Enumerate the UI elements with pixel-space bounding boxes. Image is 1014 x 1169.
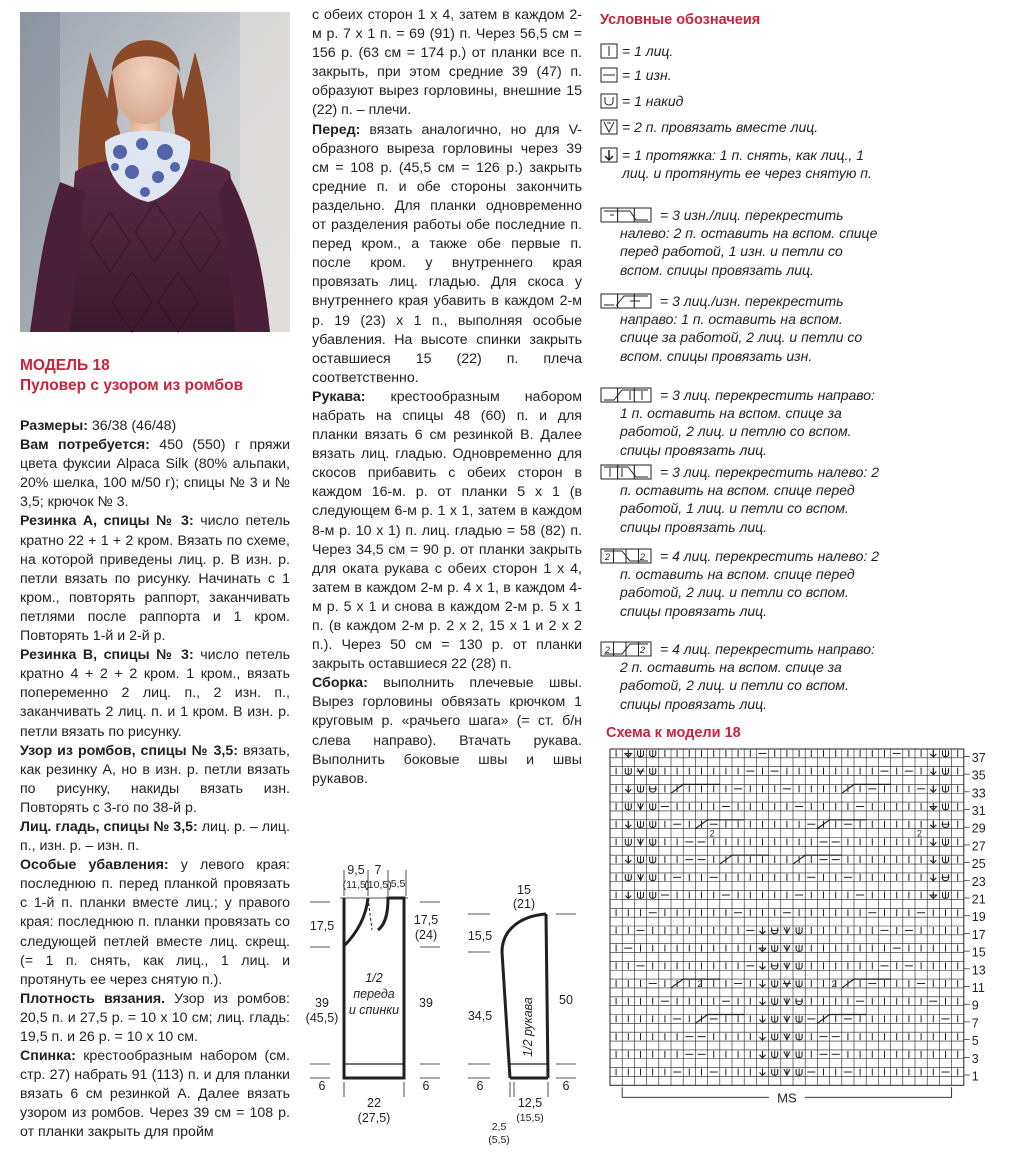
legend-item [600, 206, 882, 279]
legend-item [600, 547, 882, 620]
chart-row-number: 37 [971, 750, 986, 765]
legend-item [600, 640, 882, 713]
body-left-1: 17,5 [309, 919, 335, 933]
sleeve-top: 15 [517, 883, 531, 897]
paragraph-text: лиц. р. – лиц. п., изн. р. – изн. п. [20, 818, 290, 855]
knit-icon [600, 43, 618, 63]
body-label-3: и спинки [348, 1003, 400, 1017]
body-right-3: 6 [422, 1079, 430, 1093]
pattern-schemes-drawing [300, 852, 600, 1162]
body-top-3: 5,5 [390, 878, 406, 890]
sleeve-label: 1/2 рукава [521, 997, 535, 1057]
legend-item-text: = 4 лиц. перекрестить налево: 2 п. оставить на вспом. спице перед работой, 2 лиц. и петли со вспом. спицы провязать лиц. [620, 548, 880, 619]
cross-knit-purl-right-icon [600, 293, 654, 313]
paragraph-text: выполнить плечевые швы. Вырез горловины обвязать крючком 1 круговым р. «рачьего шага» (= ст. б/н слева направо). Втачать рукава. Выполнить боковые швы и швы рукавов. [312, 675, 582, 787]
paragraph-text: 450 (550) г пряжи цвета фуксии Alpaca Silk (80% альпаки, 20% шелка, 100 м/50 г); спицы № 3 и № 3,5; крючок № 3. [20, 437, 290, 511]
sleeve-bottom: 12,5 [517, 1096, 543, 1110]
paragraph-heading: Узор из ромбов, спицы № 3,5: [20, 742, 238, 759]
model-photo [20, 12, 290, 332]
legend-item [600, 66, 872, 84]
paragraph [20, 646, 290, 741]
legend-item [600, 146, 872, 182]
legend-item [600, 292, 882, 365]
legend-item [600, 463, 882, 536]
chart-row-number: 25 [971, 857, 986, 872]
paragraph-heading: Размеры: [20, 418, 88, 434]
k2tog-icon [600, 119, 618, 139]
legend-item-text: = 3 лиц. перекрестить направо: 1 п. оставить на вспом. спице за работой, 2 лиц. и петлю со вспом. спицы провязать лиц. [620, 387, 875, 458]
chart-row-number: 3 [971, 1051, 979, 1066]
chart-title: Схема к модели 18 [606, 725, 741, 741]
chart-row-number: 1 [971, 1069, 979, 1084]
legend-item [600, 92, 872, 110]
knitting-chart-grid [606, 747, 986, 1106]
model-photo-image [20, 12, 290, 332]
legend-item [600, 386, 882, 459]
skpo-icon [600, 147, 618, 167]
sleeve-bottom-left: 2,5 [491, 1121, 507, 1133]
instructions-column-1 [20, 417, 290, 1143]
chart-row-number: 21 [971, 892, 986, 907]
body-right-1: 17,5 [413, 913, 439, 927]
sleeve-bottom-left-alt: (5,5) [488, 1134, 510, 1146]
paragraph-text: число петель кратно 4 + 2 + 2 кром. 1 кром., вязать попеременно 2 лиц. п., 2 изн. п., заканчивать 2 лиц. п. и 1 кром. В изн. р. петли вязать по рисунку. [20, 647, 290, 740]
body-label-2: переда [353, 987, 395, 1001]
paragraph [20, 1047, 290, 1142]
paragraph [312, 6, 582, 121]
paragraph-text: 36/38 (46/48) [87, 418, 177, 434]
model-name: Пуловер с узором из ромбов [20, 377, 244, 394]
model-number: МОДЕЛЬ 18 [20, 357, 110, 374]
paragraph [20, 818, 290, 856]
svg-text:2: 2 [640, 645, 646, 655]
sleeve-left-1: 15,5 [467, 929, 493, 943]
chart-row-number: 11 [971, 980, 985, 995]
chart-row-number: 9 [971, 998, 979, 1013]
paragraph [20, 742, 290, 818]
svg-text:2: 2 [605, 645, 611, 655]
legend-item [600, 118, 872, 136]
chart-cross-number: 2 [697, 978, 703, 989]
chart-row-number: 27 [971, 839, 986, 854]
body-top-2: 7 [374, 863, 382, 877]
paragraph-heading: Лиц. гладь, спицы № 3,5: [20, 818, 198, 835]
body-label-1: 1/2 [365, 971, 383, 985]
paragraph-text: вязать, как резинку А, но в изн. р. петли вязать по рисунку, накиды вязать изн. Повторять с 3-го по 38-й р. [20, 742, 290, 816]
chart-row-number: 29 [971, 821, 986, 836]
legend-item-text: = 2 п. провязать вместе лиц. [622, 119, 819, 135]
instructions-column-2 [312, 6, 582, 789]
paragraph-heading: Сборка: [312, 675, 368, 692]
legend-item-text: = 4 лиц. перекрестить направо: 2 п. оставить на вспом. спице за работой, 2 лиц. и петли со вспом. спицы провязать лиц. [620, 641, 875, 712]
chart-row-number: 35 [971, 768, 986, 783]
chart-cross-number: 2 [831, 978, 837, 989]
legend-item-text: = 3 изн./лиц. перекрестить налево: 2 п. оставить на вспом. спице перед работой, 1 изн. и петли со вспом. спицы провязать лиц. [620, 207, 878, 278]
sleeve-right-2: 6 [562, 1079, 570, 1093]
paragraph [312, 674, 582, 789]
body-left-2-alt: (45,5) [305, 1011, 339, 1025]
paragraph [312, 388, 582, 674]
chart-row-number: 13 [971, 963, 986, 978]
knitting-chart [606, 747, 986, 1106]
paragraph [20, 856, 290, 990]
chart-repeat-label: MS [777, 1090, 797, 1106]
purl-icon [600, 67, 618, 87]
cross-3-left-icon [600, 464, 654, 484]
pattern-schemes [300, 852, 600, 1167]
cross-4-right-icon [600, 641, 654, 661]
body-right-2: 39 [419, 996, 433, 1010]
paragraph [20, 417, 290, 436]
chart-cross-number: 2 [709, 828, 715, 839]
chart-row-number: 5 [971, 1034, 979, 1049]
paragraph-text: с обеих сторон 1 х 4, затем в каждом 2-м р. 7 х 1 п. = 69 (91) п. Через 56,5 см = 156 р. (63 см = 174 р.) от планки все п. закрыть, при этом средние 39 (47) п. образуют вырез горловины, внешние 15 (22) п. – плечи. [312, 7, 582, 119]
svg-text:2: 2 [605, 552, 611, 562]
paragraph-heading: Рукава: [312, 388, 366, 405]
legend-item-text: = 1 изн. [622, 67, 672, 83]
body-top-1: 9,5 [347, 863, 365, 877]
paragraph-text: крестообразным набором набрать на спицы 48 (60) п. и для планки вязать 6 см резинкой В. Далее вязать лиц. гладью. Одновременно для скосов прибавить с обеих сторон в каждом 16-м. р. от планки 5 х 1 (в следующем 6-м р. 1 х 1, затем в каждом 8-м р. 10 х 1) п. лиц. гладью = 58 (82) п. Через 34,5 см = 90 р. от планки закрыть для оката рукава с обеих сторон 1 х 4, затем в каждом 2-м р. 4 х 1, в каждом 4-м р. 5 х 1 и снова в каждом 2-м р. 5 х 1 п. (в каждом 2-м р. 2 х 2, 15 х 1 и 2 х 2 п.). Через 50 см = 130 р. от планки закрыть оставшиеся 22 (28) п. [312, 388, 582, 673]
chart-row-number: 19 [971, 910, 986, 925]
svg-text:2: 2 [640, 552, 646, 562]
chart-row-number: 33 [971, 786, 986, 801]
chart-cross-number: 2 [917, 828, 923, 839]
paragraph-text: Узор из ромбов: 20,5 п. и 27,5 р. = 10 х 10 см; лиц. гладь: 19,5 п. и 26 р. = 10 х 10 см. [20, 990, 291, 1045]
body-top-alt-1: (11,5) [342, 879, 370, 891]
cross-3-right-icon [600, 387, 654, 407]
paragraph-heading: Резинка А, спицы № 3: [20, 513, 194, 530]
paragraph-text: вязать аналогично, но для V-образного выреза горловины через 39 см = 108 р. (45,5 см = 126 р.) закрыть средние п. и обе стороны закончить раздельно. Для планки одновременно от разделения работы обе последние п. перед кром., а также обе первые п. после кром. у внутреннего края провязать лиц. гладью. Для скоса у внутреннего края убавить в каждом 2-м р. 19 (23) х 1 п., выполняя особые убавления. На высоте спинки закрыть оставшиеся 15 (22) п. плеча соответственно. [312, 121, 582, 386]
paragraph-heading: Особые убавления: [20, 857, 169, 874]
paragraph-text: у левого края: последнюю п. перед планкой провязать с 1-й п. планки вместе лиц.; у правого края: последнюю п. планки провязать со следующей петлей вместе лиц. скрещ. (= 1 п. снять, как лиц., 1 лиц. и протянуть ее через снятую п.). [20, 857, 290, 988]
chart-row-number: 31 [971, 803, 986, 818]
body-left-3: 6 [318, 1079, 326, 1093]
body-top-alt-2: (10,5) [364, 879, 392, 891]
legend-item-text: = 1 лиц. [622, 43, 674, 59]
body-right-1-alt: (24) [414, 928, 438, 942]
legend-item-text: = 3 лиц. перекрестить налево: 2 п. оставить на вспом. спице перед работой, 1 лиц. и петли со вспом. спицы провязать лиц. [620, 464, 880, 535]
paragraph-text: число петель кратно 22 + 1 + 2 кром. Вязать по схеме, на которой приведены лиц. р. В изн. р. петли вязать по рисунку. Начинать с 1 кром., повторять раппорт, заканчивать петлями после раппорта и 1 кром. Повторять 1-й и 2-й р. [20, 513, 290, 645]
paragraph [20, 436, 290, 512]
yarn-over-icon [600, 93, 618, 113]
legend-item-text: = 1 протяжка: 1 п. снять, как лиц., 1 лиц. и протянуть ее через снятую п. [622, 147, 872, 182]
legend-item-text: = 1 накид [622, 93, 684, 109]
paragraph [312, 121, 582, 388]
paragraph-heading: Резинка В, спицы № 3: [20, 647, 194, 664]
sleeve-right-1: 50 [559, 993, 573, 1007]
chart-row-number: 7 [971, 1016, 979, 1031]
body-bottom-alt: (27,5) [357, 1111, 391, 1125]
chart-row-number: 15 [971, 945, 986, 960]
body-left-2: 39 [315, 996, 329, 1010]
paragraph-heading: Спинка: [20, 1048, 76, 1065]
legend-title: Условные обозначеия [600, 12, 761, 28]
sleeve-left-3: 6 [476, 1079, 484, 1093]
sleeve-left-2: 34,5 [467, 1009, 493, 1023]
paragraph-heading: Перед: [312, 121, 361, 138]
sleeve-bottom-alt: (15,5) [516, 1112, 544, 1124]
cross-4-left-icon [600, 548, 654, 568]
legend-item [600, 42, 872, 60]
body-bottom: 22 [367, 1096, 381, 1110]
chart-row-number: 23 [971, 874, 986, 889]
sleeve-top-alt: (21) [512, 897, 536, 911]
paragraph-text: крестообразным набором (см. стр. 27) набрать 91 (113) п. и для планки вязать 6 см резинкой А. Далее вязать узором из ромбов. Через 39 см = 108 р. от планки закрыть для пройм [20, 1048, 290, 1141]
legend-item-text: = 3 лиц./изн. перекрестить направо: 1 п. оставить на вспом. спице за работой, 2 лиц. и петли со вспом. спицы провязать изн. [620, 293, 863, 364]
paragraph [20, 512, 290, 646]
paragraph [20, 990, 290, 1047]
paragraph-heading: Плотность вязания. [20, 990, 166, 1007]
chart-row-number: 17 [971, 927, 986, 942]
paragraph-heading: Вам потребуется: [20, 437, 150, 454]
cross-purl-knit-left-icon [600, 207, 654, 227]
